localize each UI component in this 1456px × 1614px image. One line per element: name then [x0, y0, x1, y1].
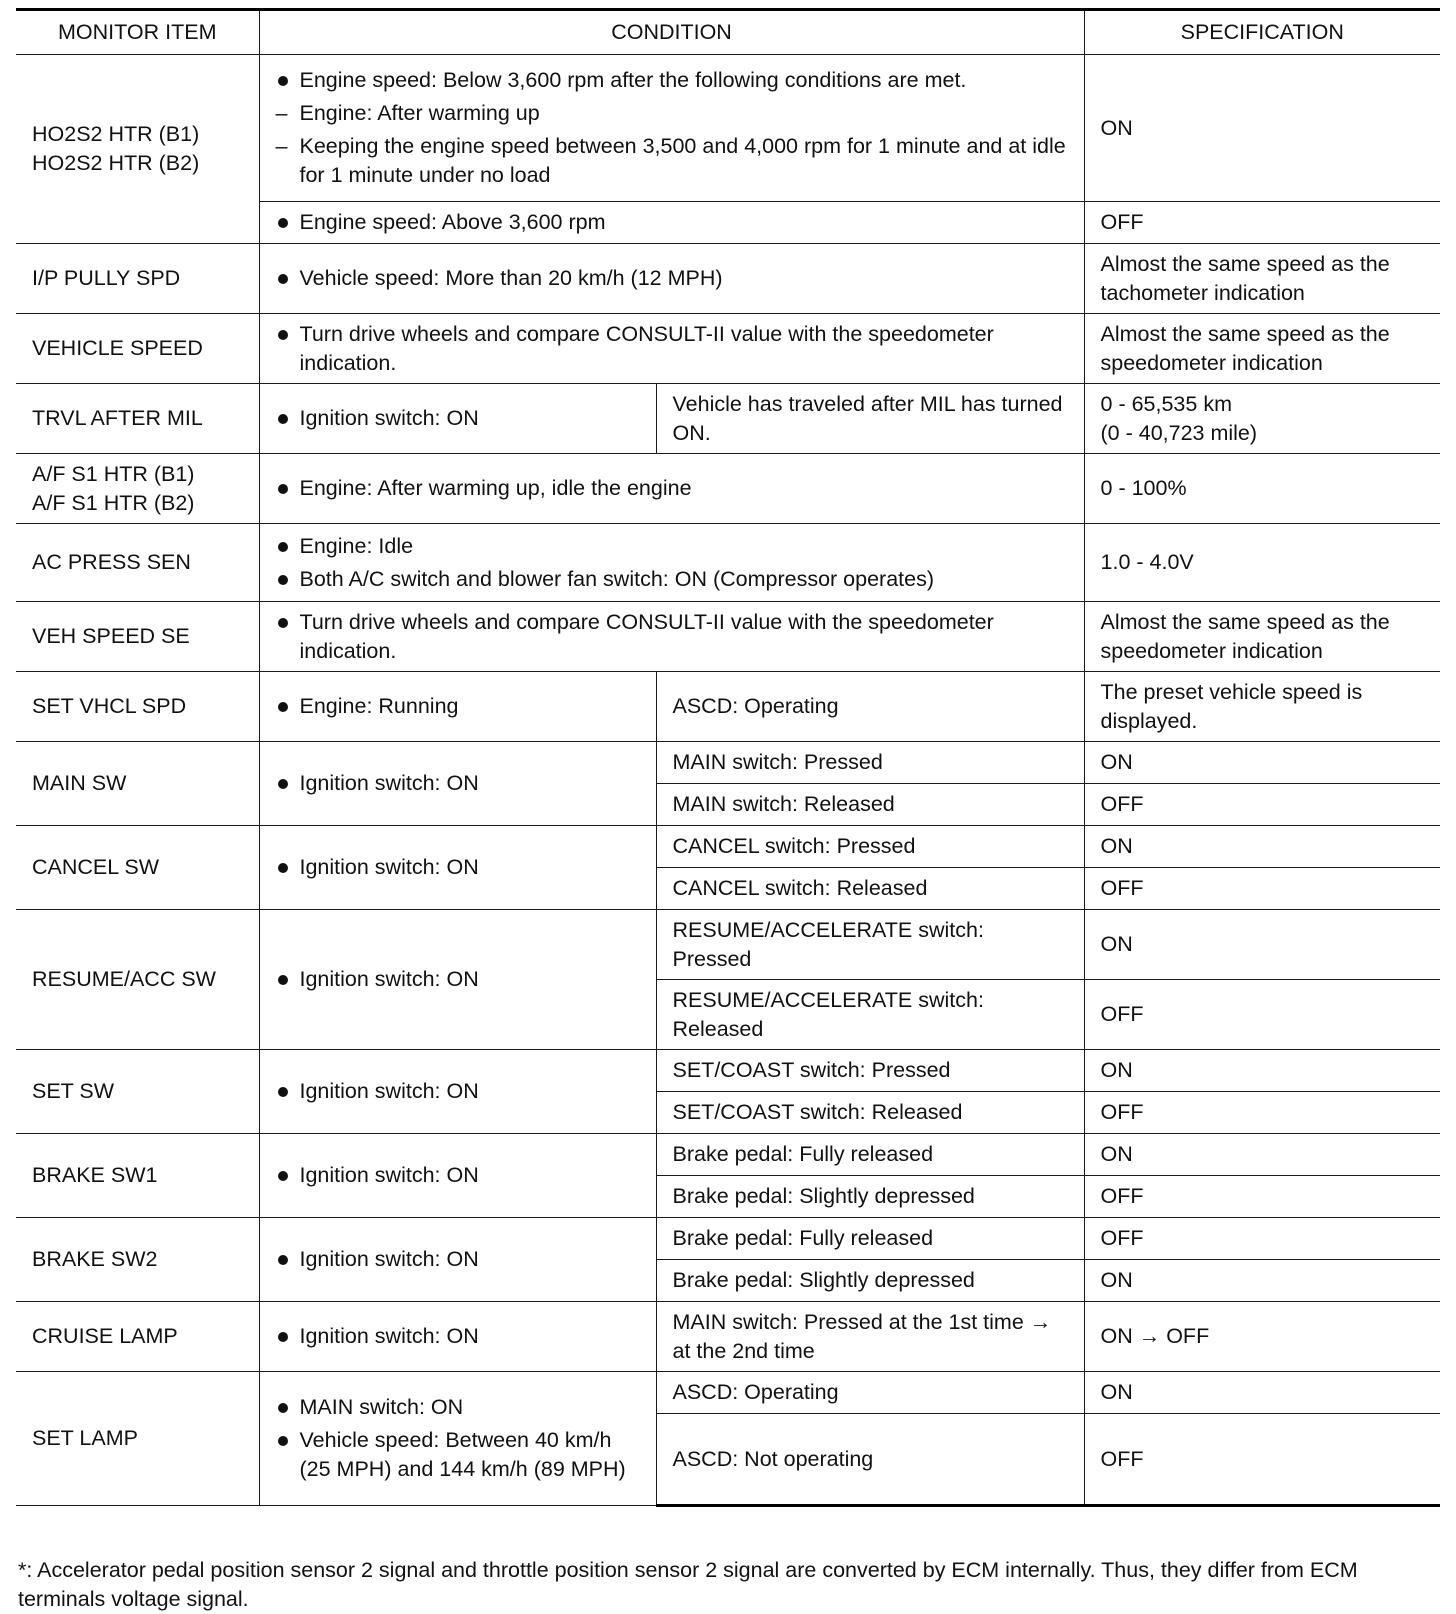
specification-cell: ON — [1084, 1050, 1440, 1092]
condition-cell — [259, 742, 656, 826]
monitor-item-label: I/P PULLY SPD — [16, 244, 259, 314]
table-row — [16, 55, 1440, 202]
header-specification: SPECIFICATION — [1084, 10, 1440, 55]
specification-cell: The preset vehicle speed is displayed. — [1084, 672, 1440, 742]
header-monitor-item: MONITOR ITEM — [16, 10, 259, 55]
condition-bullet: Engine speed: Below 3,600 rpm after the following conditions are met. — [276, 66, 1068, 95]
specification-cell: ON — [1084, 742, 1440, 784]
sub-condition-cell: ASCD: Operating — [656, 1372, 1084, 1414]
monitor-item-cell — [16, 454, 259, 524]
specification-cell: OFF — [1084, 868, 1440, 910]
specification-cell: ON — [1084, 1134, 1440, 1176]
condition-cell — [259, 244, 1084, 314]
table-row — [16, 314, 1440, 384]
condition-bullet: Turn drive wheels and compare CONSULT-II value with the speedometer indication. — [276, 320, 1068, 378]
monitor-item-label: RESUME/ACC SW — [16, 910, 259, 1050]
specification-cell: OFF — [1084, 202, 1440, 244]
footnote: *: Accelerator pedal position sensor 2 signal and throttle position sensor 2 signal are converted by ECM internally. Thus, they differ from ECM terminals voltage signal. — [18, 1558, 1358, 1611]
condition-cell — [259, 1218, 656, 1302]
table-row — [16, 384, 1440, 454]
monitor-item-label: VEH SPEED SE — [16, 602, 259, 672]
specification-cell: ON — [1084, 910, 1440, 980]
table-row — [16, 826, 1440, 868]
condition-cell — [259, 1302, 656, 1372]
table-row — [16, 524, 1440, 602]
sub-condition-cell: ASCD: Operating — [656, 672, 1084, 742]
condition-bullet: Ignition switch: ON — [276, 853, 640, 882]
sub-condition-cell: Brake pedal: Slightly depressed — [656, 1176, 1084, 1218]
condition-bullet: Ignition switch: ON — [276, 769, 640, 798]
condition-bullet: MAIN switch: ON — [276, 1393, 640, 1422]
monitor-item-label: MAIN SW — [16, 742, 259, 826]
condition-cell — [259, 202, 1084, 244]
specification-cell: OFF — [1084, 1414, 1440, 1506]
condition-cell — [259, 910, 656, 1050]
specification-cell: ON — [1084, 55, 1440, 202]
specification-cell: OFF — [1084, 1218, 1440, 1260]
sub-condition-cell: SET/COAST switch: Released — [656, 1092, 1084, 1134]
condition-bullet: Ignition switch: ON — [276, 404, 640, 433]
table-row — [16, 1050, 1440, 1092]
monitor-item-label: BRAKE SW1 — [16, 1134, 259, 1218]
condition-bullet: Turn drive wheels and compare CONSULT-II value with the speedometer indication. — [276, 608, 1068, 666]
condition-cell — [259, 384, 656, 454]
sub-condition-cell: Brake pedal: Slightly depressed — [656, 1260, 1084, 1302]
monitor-item-cell — [16, 55, 259, 244]
condition-bullet: Ignition switch: ON — [276, 1161, 640, 1190]
sub-condition-cell: Vehicle has traveled after MIL has turned ON. — [656, 384, 1084, 454]
condition-bullet: Ignition switch: ON — [276, 1077, 640, 1106]
table-header-row — [16, 10, 1440, 55]
specification-cell: ON — [1084, 1372, 1440, 1414]
monitor-item-label: TRVL AFTER MIL — [16, 384, 259, 454]
monitor-item-label: BRAKE SW2 — [16, 1218, 259, 1302]
monitor-item-label: AC PRESS SEN — [16, 524, 259, 602]
specification-line: 0 - 65,535 km — [1100, 391, 1232, 416]
monitor-item-label: A/F S1 HTR (B1) — [32, 461, 195, 486]
specification-cell: Almost the same speed as the speedometer indication — [1084, 602, 1440, 672]
condition-cell — [259, 672, 656, 742]
sub-condition-cell: RESUME/ACCELERATE switch: Pressed — [656, 910, 1084, 980]
monitor-item-label: SET SW — [16, 1050, 259, 1134]
table-row — [16, 1302, 1440, 1372]
table-row — [16, 910, 1440, 980]
header-condition: CONDITION — [259, 10, 1084, 55]
condition-cell — [259, 1134, 656, 1218]
sub-condition-cell: CANCEL switch: Pressed — [656, 826, 1084, 868]
condition-cell — [259, 55, 1084, 202]
condition-bullet: Ignition switch: ON — [276, 1245, 640, 1274]
specification-cell: ON — [1084, 826, 1440, 868]
table-row — [16, 1372, 1440, 1414]
sub-condition-cell: MAIN switch: Released — [656, 784, 1084, 826]
monitor-spec-table — [16, 8, 1440, 1507]
table-row — [16, 1134, 1440, 1176]
table-row — [16, 244, 1440, 314]
condition-cell — [259, 602, 1084, 672]
sub-condition-cell: SET/COAST switch: Pressed — [656, 1050, 1084, 1092]
specification-cell: OFF — [1084, 784, 1440, 826]
condition-cell — [259, 1372, 656, 1506]
monitor-item-label: HO2S2 HTR (B2) — [32, 151, 200, 175]
monitor-item-label: VEHICLE SPEED — [16, 314, 259, 384]
condition-bullet: Engine: After warming up, idle the engine — [276, 474, 1068, 503]
specification-cell: OFF — [1084, 980, 1440, 1050]
sub-condition-cell: ASCD: Not operating — [656, 1414, 1084, 1506]
condition-subitem: – Keeping the engine speed between 3,500 and 4,000 rpm for 1 minute and at idle for 1 minute under no load — [276, 132, 1068, 190]
specification-cell: Almost the same speed as the tachometer indication — [1084, 244, 1440, 314]
monitor-item-label: HO2S2 HTR (B1) — [32, 122, 200, 146]
condition-bullet: Engine speed: Above 3,600 rpm — [276, 208, 1068, 237]
specification-cell: ON → OFF — [1084, 1302, 1440, 1372]
condition-bullet: Engine: Running — [276, 692, 640, 721]
sub-condition-cell: Brake pedal: Fully released — [656, 1218, 1084, 1260]
condition-bullet: Engine: Idle — [276, 532, 1068, 561]
specification-cell: OFF — [1084, 1092, 1440, 1134]
condition-subitem: – Engine: After warming up — [276, 99, 1068, 128]
monitor-item-label: SET VHCL SPD — [16, 672, 259, 742]
condition-bullet: Vehicle speed: Between 40 km/h (25 MPH) and 144 km/h (89 MPH) — [276, 1426, 640, 1484]
table-row — [16, 454, 1440, 524]
specification-cell: ON — [1084, 1260, 1440, 1302]
condition-cell — [259, 314, 1084, 384]
condition-bullet: Ignition switch: ON — [276, 1322, 640, 1351]
condition-bullet: Both A/C switch and blower fan switch: ON (Compressor operates) — [276, 565, 1068, 594]
table-row — [16, 1218, 1440, 1260]
condition-bullet: Vehicle speed: More than 20 km/h (12 MPH) — [276, 264, 1068, 293]
specification-cell: 0 - 100% — [1084, 454, 1440, 524]
condition-cell — [259, 454, 1084, 524]
sub-condition-cell: RESUME/ACCELERATE switch: Released — [656, 980, 1084, 1050]
monitor-item-label: A/F S1 HTR (B2) — [32, 490, 195, 515]
specification-line: (0 - 40,723 mile) — [1100, 420, 1258, 445]
monitor-item-label: SET LAMP — [16, 1372, 259, 1506]
sub-condition-cell: CANCEL switch: Released — [656, 868, 1084, 910]
specification-cell: 1.0 - 4.0V — [1084, 524, 1440, 602]
condition-cell — [259, 1050, 656, 1134]
table-row — [16, 672, 1440, 742]
monitor-item-label: CRUISE LAMP — [16, 1302, 259, 1372]
monitor-item-label: CANCEL SW — [16, 826, 259, 910]
condition-cell — [259, 826, 656, 910]
specification-cell: OFF — [1084, 1176, 1440, 1218]
specification-cell: Almost the same speed as the speedometer indication — [1084, 314, 1440, 384]
sub-condition-cell: Brake pedal: Fully released — [656, 1134, 1084, 1176]
sub-condition-cell: MAIN switch: Pressed at the 1st time → at the 2nd time — [656, 1302, 1084, 1372]
condition-cell — [259, 524, 1084, 602]
table-row — [16, 742, 1440, 784]
specification-cell — [1084, 384, 1440, 454]
sub-condition-cell: MAIN switch: Pressed — [656, 742, 1084, 784]
condition-bullet: Ignition switch: ON — [276, 965, 640, 994]
table-row — [16, 602, 1440, 672]
